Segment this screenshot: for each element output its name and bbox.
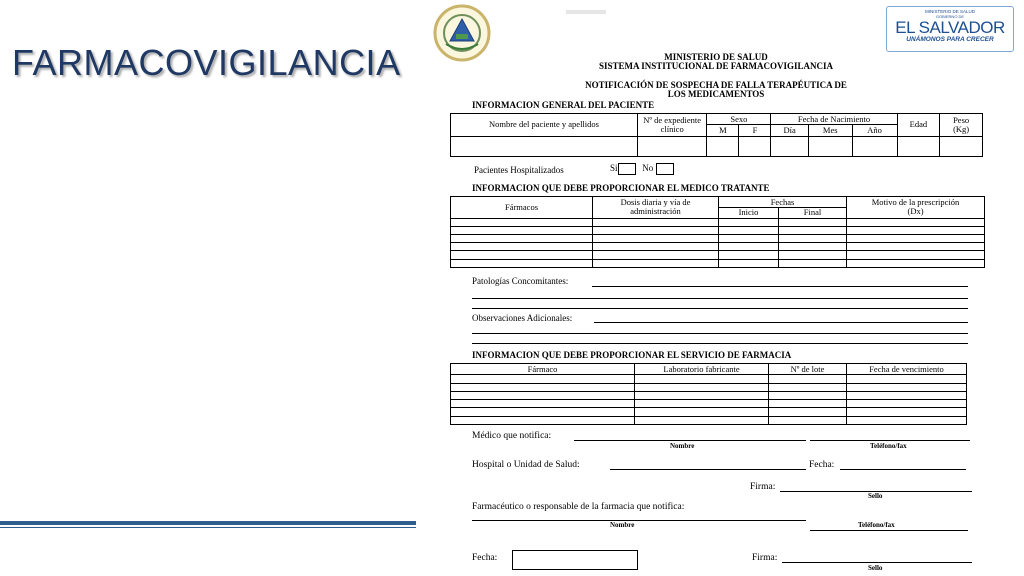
signature-label-2: Firma: — [752, 553, 778, 563]
table-cell — [847, 235, 985, 243]
col-record-line1: Nº de expediente — [643, 114, 702, 125]
write-line — [810, 440, 970, 441]
doctor-section-title: INFORMACION QUE DEBE PROPORCIONAR EL MEDICO TRATANTE — [472, 183, 770, 193]
col-dates: Fechas — [719, 197, 847, 208]
table-cell — [451, 375, 635, 383]
col-birth-day: Día — [771, 125, 808, 136]
doctor-phone-caption: Teléfono/fax — [870, 442, 907, 450]
col-record-number — [637, 114, 706, 137]
table-cell — [847, 416, 967, 424]
no-checkbox — [656, 163, 674, 175]
logo-line-government: GOBIERNO DE — [935, 14, 965, 19]
write-line — [472, 343, 968, 344]
observations-label: Observaciones Adicionales: — [472, 313, 573, 323]
el-salvador-logo — [886, 6, 1014, 52]
decorative-rule — [0, 521, 420, 525]
table-cell — [779, 235, 847, 243]
pharmacist-name-caption: Nombre — [610, 521, 635, 529]
table-cell — [451, 251, 593, 259]
yes-label: Si — [610, 163, 618, 174]
table-cell — [779, 218, 847, 226]
table-cell — [719, 226, 779, 234]
write-line — [472, 520, 806, 521]
table-cell — [451, 243, 593, 251]
table-cell — [635, 391, 769, 399]
col-weight-line1: Peso — [953, 114, 970, 125]
table-cell — [593, 226, 719, 234]
table-cell — [769, 416, 847, 424]
signature-label: Firma: — [750, 482, 776, 492]
col-record-line2: clínico — [660, 123, 684, 134]
col-birth-month: Mes — [808, 125, 852, 136]
logo-line-slogan: UNÁMONOS PARA CRECER — [906, 36, 994, 43]
pharmacy-section-title: INFORMACION QUE DEBE PROPORCIONAR EL SERVICIO DE FARMACIA — [472, 350, 792, 360]
table-cell — [779, 226, 847, 234]
patient-table — [450, 113, 983, 157]
table-cell — [847, 259, 985, 267]
table-cell — [635, 408, 769, 416]
patient-section-title: INFORMACION GENERAL DEL PACIENTE — [472, 100, 655, 110]
table-cell — [451, 218, 593, 226]
form-notice-line2: LOS MEDICAMENTOS — [667, 89, 765, 99]
table-cell — [635, 400, 769, 408]
table-cell — [451, 259, 593, 267]
yes-checkbox — [618, 163, 636, 175]
col-end-date: Final — [779, 208, 847, 218]
col-reason-line1: Motivo de la prescripción — [871, 197, 960, 208]
stamp-caption-2: Sello — [868, 564, 883, 572]
table-cell — [719, 218, 779, 226]
doctor-name-caption: Nombre — [670, 442, 695, 450]
table-cell — [769, 383, 847, 391]
hospitalized-options — [610, 163, 674, 175]
notification-form-image — [416, 0, 1024, 576]
form-system: SISTEMA INSTITUCIONAL DE FARMACOVIGILANCIA — [598, 61, 834, 71]
write-line — [840, 469, 966, 470]
table-cell — [779, 259, 847, 267]
col-lot: Nº de lote — [769, 364, 847, 375]
table-cell — [451, 383, 635, 391]
coat-of-arms-seal-icon — [432, 4, 492, 62]
table-cell — [637, 136, 706, 157]
table-cell — [593, 218, 719, 226]
table-cell — [451, 408, 635, 416]
table-cell — [769, 400, 847, 408]
table-cell — [451, 400, 635, 408]
logo-line-ministry: MINISTERIO DE SALUD — [924, 9, 975, 14]
table-cell — [451, 416, 635, 424]
table-cell — [719, 235, 779, 243]
form-notice-line1: NOTIFICACIÓN DE SOSPECHA DE FALLA TERAPÉUTICA DE — [585, 80, 847, 90]
table-cell — [847, 375, 967, 383]
col-prescription-reason — [847, 197, 985, 219]
hospitalized-label: Pacientes Hospitalizados — [474, 165, 564, 175]
comorbidities-label: Patologías Concomitantes: — [472, 276, 569, 286]
table-cell — [779, 243, 847, 251]
col-dose-route — [593, 197, 719, 219]
table-cell — [847, 400, 967, 408]
write-line — [472, 298, 968, 299]
table-cell — [719, 251, 779, 259]
logo-line-country: EL SALVADOR — [895, 18, 1005, 37]
col-sex-f: F — [739, 125, 771, 136]
table-cell — [897, 136, 940, 157]
table-cell — [771, 136, 808, 157]
table-cell — [593, 259, 719, 267]
col-weight — [940, 114, 983, 137]
col-weight-line2: (Kg) — [953, 123, 970, 134]
pharmacist-label: Farmacéutico o responsable de la farmacia que notifica: — [472, 502, 685, 512]
table-cell — [451, 391, 635, 399]
write-line — [610, 469, 806, 470]
decorative-rule-thin — [0, 527, 420, 528]
table-cell — [593, 243, 719, 251]
col-expiry: Fecha de vencimiento — [847, 364, 967, 375]
col-birth-date: Fecha de Nacimiento — [771, 114, 897, 125]
date-label: Fecha: — [809, 460, 835, 470]
no-label: No — [642, 163, 654, 174]
table-cell — [847, 391, 967, 399]
write-line — [594, 322, 968, 323]
table-cell — [847, 383, 967, 391]
table-cell — [593, 251, 719, 259]
table-cell — [852, 136, 897, 157]
pharmacist-phone-caption: Teléfono/fax — [858, 521, 895, 529]
date-box — [512, 550, 638, 570]
pharmacy-table — [450, 363, 967, 425]
table-cell — [451, 136, 638, 157]
table-cell — [719, 243, 779, 251]
table-cell — [769, 391, 847, 399]
write-line — [782, 562, 972, 563]
col-reason-line2: (Dx) — [907, 206, 924, 217]
table-cell — [779, 251, 847, 259]
scan-mark — [566, 10, 606, 14]
col-sex: Sexo — [707, 114, 771, 125]
table-cell — [707, 136, 739, 157]
doctor-table — [450, 196, 985, 268]
col-drug: Fármaco — [451, 364, 635, 375]
write-line — [574, 440, 806, 441]
write-line — [810, 530, 968, 531]
stamp-caption: Sello — [868, 492, 883, 500]
table-cell — [847, 408, 967, 416]
table-cell — [451, 226, 593, 234]
table-cell — [769, 375, 847, 383]
col-lab: Laboratorio fabricante — [635, 364, 769, 375]
table-cell — [451, 235, 593, 243]
col-start-date: Inicio — [719, 208, 779, 218]
write-line — [472, 308, 968, 309]
col-dose-line2: administración — [630, 206, 681, 217]
date-label-2: Fecha: — [472, 553, 498, 563]
table-cell — [847, 226, 985, 234]
table-cell — [593, 235, 719, 243]
table-cell — [940, 136, 983, 157]
hospital-label: Hospital o Unidad de Salud: — [472, 460, 580, 470]
col-sex-m: M — [707, 125, 739, 136]
table-cell — [847, 251, 985, 259]
col-patient-name: Nombre del paciente y apellidos — [451, 114, 638, 137]
write-line — [592, 286, 968, 287]
write-line — [472, 333, 968, 334]
table-cell — [808, 136, 852, 157]
notifying-doctor-label: Médico que notifica: — [472, 431, 552, 441]
table-cell — [847, 218, 985, 226]
table-cell — [739, 136, 771, 157]
table-cell — [635, 416, 769, 424]
table-cell — [635, 375, 769, 383]
table-cell — [719, 259, 779, 267]
table-cell — [635, 383, 769, 391]
col-dose-line1: Dosis diaria y vía de — [620, 197, 691, 208]
col-birth-year: Año — [852, 125, 897, 136]
col-drugs: Fármacos — [451, 197, 593, 219]
form-ministry: MINISTERIO DE SALUD — [664, 52, 768, 62]
col-age: Edad — [897, 114, 940, 137]
table-cell — [769, 408, 847, 416]
slide-title: FARMACOVIGILANCIA — [12, 42, 401, 83]
table-cell — [847, 243, 985, 251]
